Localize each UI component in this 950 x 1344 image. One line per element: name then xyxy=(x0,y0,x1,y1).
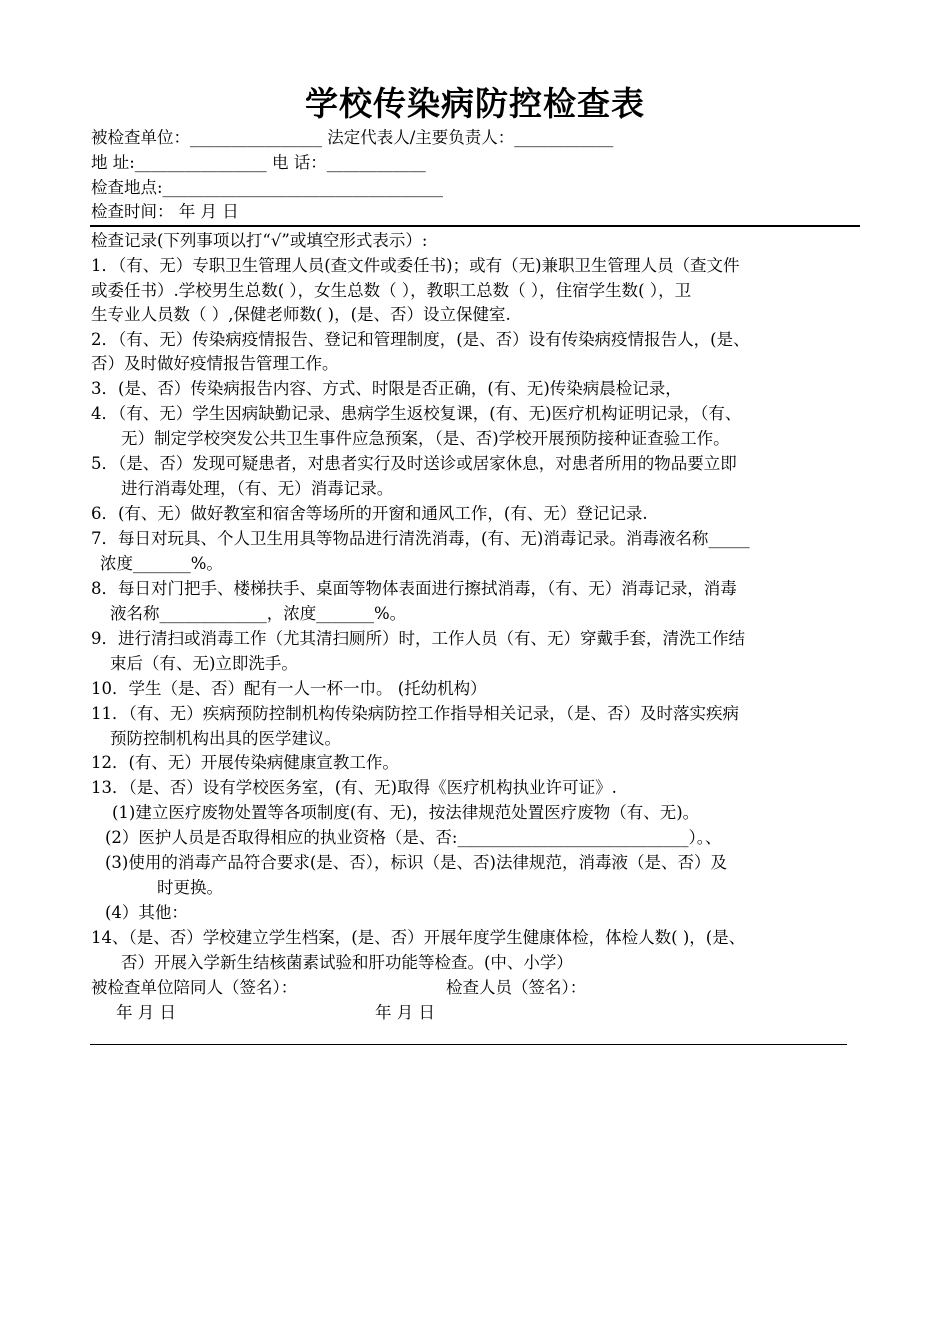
record-line: 浓度_______%。 xyxy=(100,554,223,573)
record-line: (1)建立医疗废物处置等各项制度(有、无)，按法律规范处置医疗废物（有、无)。 xyxy=(112,803,700,822)
record-intro: 检查记录(下列事项以打“√”或填空形式表示）: xyxy=(91,231,428,250)
header-unit-row: 被检查单位：________________ 法定代表人/主要负责人：____________ xyxy=(91,128,614,147)
escort-signature-label: 被检查单位陪同人（签名）： xyxy=(91,978,298,997)
record-line: 9．进行清扫或消毒工作（尤其清扫厕所）时，工作人员（有、无）穿戴手套，清洗工作结 xyxy=(91,629,745,648)
record-line: 2．（有、无）传染病疫情报告、登记和管理制度，(是、否）设有传染病疫情报告人，(是、 xyxy=(91,330,750,349)
record-line: 3．(是、否）传染病报告内容、方式、时限是否正确，(有、无)传染病晨检记录， xyxy=(91,379,682,398)
record-line: 10．学生（是、否）配有一人一杯一巾。 (托幼机构） xyxy=(91,679,487,698)
record-line: 8．每日对门把手、楼梯扶手、桌面等物体表面进行擦拭消毒，（有、无）消毒记录，消毒 xyxy=(91,579,737,598)
record-line: 或委任书）.学校男生总数( ），女生总数（ ），教职工总数（ ），住宿学生数( ），卫 xyxy=(91,281,692,300)
header-address-row: 地 址:________________ 电 话：____________ xyxy=(91,153,426,172)
record-line: 生专业人员数（ ）,保健老师数( )，(是、否）设立保健室. xyxy=(91,305,511,324)
record-line: 7．每日对玩具、个人卫生用具等物品进行清洗消毒，(有、无)消毒记录。消毒液名称_____ xyxy=(91,529,750,548)
header-date-row: 检查时间： 年 月 日 xyxy=(91,202,239,221)
record-line: 液名称_____________，浓度_______%。 xyxy=(110,604,407,623)
footer-divider xyxy=(90,1044,847,1045)
inspector-signature-label: 检查人员（签名）： xyxy=(446,978,587,997)
record-line: 预防控制机构出具的医学建议。 xyxy=(110,729,341,748)
inspector-sign-date: 年 月 日 xyxy=(375,1003,435,1022)
record-line: 时更换。 xyxy=(157,878,223,897)
record-line: 束后（有、无)立即洗手。 xyxy=(110,654,298,673)
record-line: 6．(有、无）做好教室和宿舍等场所的开窗和通风工作，(有、无）登记记录. xyxy=(91,504,648,523)
record-line: (3)使用的消毒产品符合要求(是、否），标识（是、否)法律规范，消毒液（是、否）及 xyxy=(105,853,727,872)
record-line: (2）医护人员是否取得相应的执业资格（是、否:____________________________）。、 xyxy=(105,828,722,847)
record-line: 1．（有、无）专职卫生管理人员(查文件或委任书)；或有（无)兼职卫生管理人员（查文件 xyxy=(91,256,740,275)
header-location-row: 检查地点:__________________________________ xyxy=(91,178,444,197)
form-title: 学校传染病防控检查表 xyxy=(305,84,645,123)
record-line: 无）制定学校突发公共卫生事件应急预案，（是、否)学校开展预防接种证查验工作。 xyxy=(121,429,730,448)
record-line: 否）开展入学新生结核菌素试验和肝功能等检查。(中、小学） xyxy=(121,953,573,972)
header-divider xyxy=(90,225,860,227)
record-line: (4）其他： xyxy=(105,903,188,922)
record-line: 4．（有、无）学生因病缺勤记录、患病学生返校复课，(有、无)医疗机构证明记录，（有、 xyxy=(91,404,742,423)
record-line: 11．（有、无）疾病预防控制机构传染病防控工作指导相关记录，（是、否）及时落实疾病 xyxy=(91,704,739,723)
record-line: 5．（是、否）发现可疑患者，对患者实行及时送诊或居家休息，对患者所用的物品要立即 xyxy=(91,454,737,473)
escort-sign-date: 年 月 日 xyxy=(116,1003,176,1022)
record-line: 14、（是、否）学校建立学生档案，(是、否）开展年度学生健康体检，体检人数( )，(是、 xyxy=(91,928,746,947)
record-line: 否）及时做好疫情报告管理工作。 xyxy=(91,354,339,373)
record-line: 12．(有、无）开展传染病健康宣教工作。 xyxy=(91,753,399,772)
record-line: 进行消毒处理，（有、无）消毒记录。 xyxy=(121,479,394,498)
record-line: 13．（是、否）设有学校医务室，(有、无)取得《医疗机构执业许可证》. xyxy=(91,778,617,797)
